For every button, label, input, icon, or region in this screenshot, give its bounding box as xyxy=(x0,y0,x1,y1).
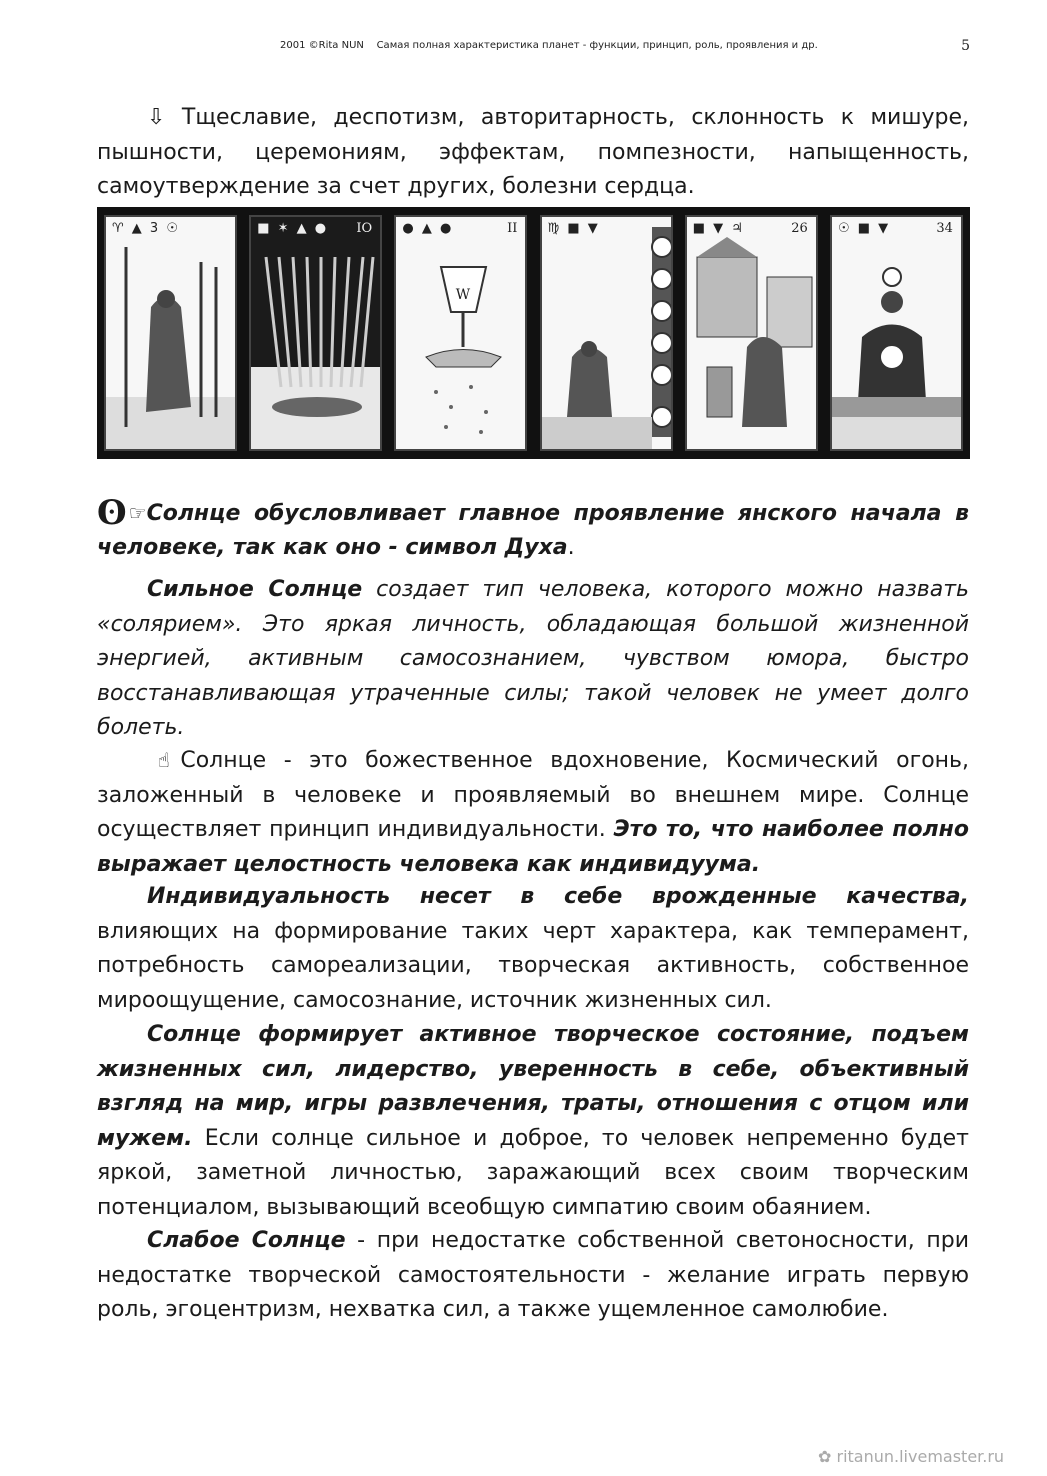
card-illustration xyxy=(251,217,382,451)
intro-text: Тщеславие, деспотизм, авторитарность, склонность к мишуре, пышности, церемониям, эффектам, помпезности, напыщенность, самоутверждение за счет других, болезни сердца. xyxy=(97,105,969,199)
sun-heading-end: . xyxy=(567,535,575,560)
individuality-text: влияющих на формирование таких черт характера, как темперамент, потребность самореализации, творческая активность, собственное мироощущение, самосознание, источник жизненных сил. xyxy=(97,918,969,1013)
header-text: 2001 ©Rita NUN Самая полная характеристика планет - функции, принцип, роль, проявления и др. xyxy=(280,40,818,51)
card-symbols: ☉ ■ ▼ xyxy=(837,221,891,236)
strong-sun-paragraph xyxy=(97,573,969,746)
tarot-card-6 xyxy=(830,215,963,451)
card-number: 26 xyxy=(791,221,808,236)
forms-text: Если солнце сильное и доброе, то человек непременно будет яркой, заметной личностью, заражающий всех своим творческим потенциалом, вызывающий всеобщую симпатию своим обаянием. xyxy=(97,1125,969,1220)
tarot-card-2 xyxy=(249,215,382,451)
card-number: IO xyxy=(356,221,373,236)
tarot-card-5 xyxy=(685,215,818,451)
sun-heading-paragraph xyxy=(97,493,969,565)
card-illustration xyxy=(106,217,237,451)
watermark-text: ritanun.livemaster.ru xyxy=(836,1447,1005,1466)
page-number: 5 xyxy=(961,38,970,54)
divine-text: Солнце - это божественное вдохновение, Космический огонь, заложенный в человеке и проявляемый во внешнем мире. Солнце осуществляет принцип индивидуальности. xyxy=(97,748,969,842)
card-illustration xyxy=(542,217,673,451)
card-symbols: ● ▲ ● xyxy=(402,221,454,236)
divine-bold: Это то, что наиболее полно выражает целостность человека как индивидуума. xyxy=(97,817,969,877)
weak-sun-text: - при недостатке собственной светоносности, при недостатке творческой самостоятельности - желание играть первую роль, эгоцентризм, нехватка сил, а также ущемленное самолюбие. xyxy=(97,1228,969,1322)
forms-paragraph xyxy=(97,1018,969,1225)
sun-heading: Солнце обусловливает главное проявление янского начала в человеке, так как оно - символ Духа xyxy=(97,501,969,560)
card-number: II xyxy=(507,221,518,236)
card-illustration xyxy=(396,217,527,451)
pointing-hand-icon: ☞ xyxy=(128,501,147,525)
svg-text:W: W xyxy=(456,287,471,303)
card-symbols: ♍ ■ ▼ xyxy=(547,221,600,236)
card-symbols: ■ ▼ ♃ xyxy=(692,221,745,236)
individuality-bold: Индивидуальность несет в себе врожденные качества, xyxy=(147,884,969,909)
flower-icon: ✿ xyxy=(818,1447,832,1466)
watermark xyxy=(818,1447,1004,1466)
strong-sun-text: создает тип человека, которого можно назвать «солярием». Это яркая личность, обладающая большой жизненной энергией, активным самосознанием, чувством юмора, быстро восстанавливающая утраченные силы; такой человек не умеет долго болеть. xyxy=(97,577,969,740)
weak-sun-paragraph xyxy=(97,1224,969,1328)
hand-icon: ☝ xyxy=(147,748,181,772)
tarot-card-3 xyxy=(394,215,527,451)
tarot-card-4 xyxy=(540,215,673,451)
card-illustration xyxy=(832,217,963,451)
strong-sun-lead: Сильное Солнце xyxy=(147,577,363,602)
card-symbols: ♈ ▲ 3 ☉ xyxy=(112,221,180,236)
card-symbols: ■ ✶ ▲ ● xyxy=(257,221,329,236)
individuality-paragraph xyxy=(97,880,969,1018)
page-header xyxy=(280,38,970,54)
divine-paragraph xyxy=(97,743,969,882)
tarot-card-1 xyxy=(104,215,237,451)
sun-symbol-icon: ʘ xyxy=(97,493,127,533)
card-number: 34 xyxy=(936,221,953,236)
card-illustration xyxy=(687,217,818,451)
down-arrow-icon: ⇩ xyxy=(147,105,166,130)
forms-bold: Солнце формирует активное творческое состояние, подъем жизненных сил, лидерство, уверенность в себе, объективный взгляд на мир, игры развлечения, траты, отношения с отцом или мужем. xyxy=(97,1022,969,1151)
tarot-cards-illustration xyxy=(97,207,970,459)
intro-paragraph xyxy=(97,101,969,205)
weak-sun-lead: Слабое Солнце xyxy=(147,1228,346,1253)
